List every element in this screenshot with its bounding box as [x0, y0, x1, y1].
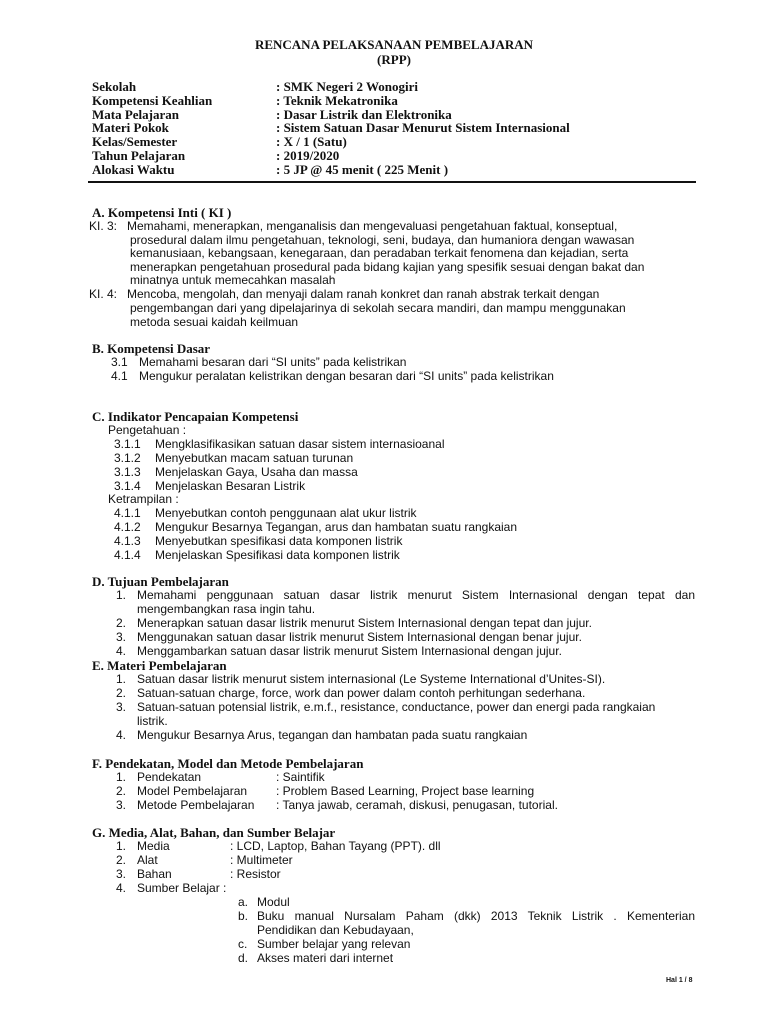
section-f-heading: F. Pendekatan, Model dan Metode Pembelajaran [92, 756, 364, 771]
kd-text: Mengukur peralatan kelistrikan dengan besaran dari “SI units” pada kelistrikan [139, 369, 554, 383]
material-number: 1. [116, 672, 127, 686]
indicator-text: Menjelaskan Besaran Listrik [155, 479, 306, 493]
ki4-text-line: Mencoba, mengolah, dan menyaji dalam ranah konkret dan ranah abstrak terkait dengan [127, 287, 600, 301]
objective-text-line: Menggambarkan satuan dasar listrik menurut Sistem Internasional dengan jujur. [137, 644, 562, 658]
ki4-text-line: pengembangan dari yang dipelajarinya di sekolah secara mandiri, dan mampu menggunakan [130, 301, 626, 315]
identity-label: Sekolah [92, 79, 137, 94]
source-text-line: Buku manual Nursalam Paham (dkk) 2013 Teknik Listrik . Kementerian [257, 909, 695, 923]
indicator-text: Menjelaskan Spesifikasi data komponen listrik [155, 548, 400, 562]
identity-label: Mata Pelajaran [92, 107, 180, 122]
source-text-line: Modul [257, 895, 290, 909]
header-divider [88, 181, 696, 183]
media-label: Media [137, 839, 170, 853]
identity-label: Kelas/Semester [92, 134, 178, 149]
identity-value: : Sistem Satuan Dasar Menurut Sistem Internasional [276, 120, 570, 135]
indicator-text: Mengukur Besarnya Tegangan, arus dan hambatan suatu rangkaian [155, 520, 518, 534]
source-letter: a. [238, 895, 249, 909]
material-text-line: Satuan-satuan potensial listrik, e.m.f., resistance, conductance, power dan energi pada rangkaian [137, 700, 656, 714]
identity-label: Materi Pokok [92, 120, 169, 135]
kd-number: 4.1 [111, 369, 128, 383]
material-number: 4. [116, 728, 127, 742]
material-text-line: listrik. [137, 714, 168, 728]
objective-text-line: Menggunakan satuan dasar listrik menurut Sistem Internasional dengan benar jujur. [137, 630, 582, 644]
media-number: 2. [116, 853, 127, 867]
identity-label: Tahun Pelajaran [92, 148, 186, 163]
indicator-number: 3.1.4 [114, 479, 141, 493]
media-label: Alat [137, 853, 158, 867]
document-title: RENCANA PELAKSANAAN PEMBELAJARAN [254, 37, 534, 52]
ki3-text-line: kemanusiaan, kebangsaan, kenegaraan, dan peradaban terkait fenomena dan kejadian, serta [130, 246, 629, 260]
objective-number: 4. [116, 644, 127, 658]
identity-label: Alokasi Waktu [92, 162, 175, 177]
approach-value: : Saintifik [276, 770, 325, 784]
media-number: 1. [116, 839, 127, 853]
indicator-number: 4.1.2 [114, 520, 141, 534]
approach-number: 1. [116, 770, 127, 784]
source-text-line: Akses materi dari internet [257, 951, 394, 965]
subheading-pengetahuan: Pengetahuan : [108, 423, 187, 437]
objective-number: 3. [116, 630, 127, 644]
identity-value: : SMK Negeri 2 Wonogiri [276, 79, 419, 94]
material-number: 2. [116, 686, 127, 700]
approach-number: 2. [116, 784, 127, 798]
indicator-text: Mengklasifikasikan satuan dasar sistem internasioanal [155, 437, 445, 451]
media-label: Sumber Belajar : [137, 881, 227, 895]
media-number: 4. [116, 881, 127, 895]
objective-text-line: mengembangkan rasa ingin tahu. [137, 602, 316, 616]
kd-number: 3.1 [111, 355, 128, 369]
section-g-heading: G. Media, Alat, Bahan, dan Sumber Belajar [92, 825, 336, 840]
objective-number: 1. [116, 588, 127, 602]
source-letter: d. [238, 951, 249, 965]
identity-value: : 5 JP @ 45 menit ( 225 Menit ) [276, 162, 449, 177]
ki4-text-line: metoda sesuai kaidah keilmuan [130, 315, 299, 329]
ki4-number: KI. 4: [89, 287, 118, 301]
approach-label: Metode Pembelajaran [137, 798, 255, 812]
ki3-text-line: prosedural dalam ilmu pengetahuan, teknologi, seni, budaya, dan humaniora dengan wawasan [130, 233, 635, 247]
indicator-number: 4.1.1 [114, 506, 141, 520]
source-letter: b. [238, 909, 249, 923]
approach-number: 3. [116, 798, 127, 812]
media-number: 3. [116, 867, 127, 881]
source-text-line: Sumber belajar yang relevan [257, 937, 411, 951]
media-label: Bahan [137, 867, 172, 881]
material-text-line: Satuan-satuan charge, force, work dan power dalam contoh perhitungan sederhana. [137, 686, 586, 700]
source-text-line: Pendidikan dan Kebudayaan, [257, 923, 414, 937]
ki3-text-line: Memahami, menerapkan, menganalisis dan mengevaluasi pengetahuan faktual, konseptual, [127, 219, 618, 233]
section-c-heading: C. Indikator Pencapaian Kompetensi [92, 409, 299, 424]
subheading-ketrampilan: Ketrampilan : [108, 492, 179, 506]
identity-label: Kompetensi Keahlian [92, 93, 213, 108]
ki3-number: KI. 3: [89, 219, 118, 233]
section-e-heading: E. Materi Pembelajaran [92, 658, 227, 673]
source-letter: c. [238, 937, 248, 951]
indicator-text: Menyebutkan macam satuan turunan [155, 451, 354, 465]
section-b-heading: B. Kompetensi Dasar [92, 341, 211, 356]
kd-text: Memahami besaran dari “SI units” pada kelistrikan [139, 355, 407, 369]
indicator-text: Menjelaskan Gaya, Usaha dan massa [155, 465, 358, 479]
ki3-text-line: menerapkan pengetahuan prosedural pada bidang kajian yang spesifik sesuai dengan bakat dan [130, 260, 645, 274]
material-text-line: Mengukur Besarnya Arus, tegangan dan hambatan pada suatu rangkaian [137, 728, 528, 742]
media-value: : Resistor [230, 867, 281, 881]
indicator-number: 3.1.2 [114, 451, 141, 465]
approach-label: Model Pembelajaran [137, 784, 248, 798]
indicator-number: 3.1.1 [114, 437, 141, 451]
document-subtitle: (RPP) [377, 52, 411, 67]
approach-label: Pendekatan [137, 770, 202, 784]
indicator-number: 4.1.4 [114, 548, 141, 562]
identity-value: : 2019/2020 [276, 148, 340, 163]
ki3-text-line: minatnya untuk memecahkan masalah [130, 273, 336, 287]
indicator-text: Menyebutkan spesifikasi data komponen listrik [155, 534, 403, 548]
identity-value: : Dasar Listrik dan Elektronika [276, 107, 452, 122]
material-text-line: Satuan dasar listrik menurut sistem internasional (Le Systeme International d’Unites-SI). [137, 672, 606, 686]
objective-text-line: Memahami penggunaan satuan dasar listrik menurut Sistem Internasional dengan tepat dan [137, 588, 695, 602]
media-value: : Multimeter [230, 853, 293, 867]
approach-value: : Problem Based Learning, Project base learning [276, 784, 535, 798]
indicator-number: 4.1.3 [114, 534, 141, 548]
indicator-text: Menyebutkan contoh penggunaan alat ukur listrik [155, 506, 417, 520]
identity-value: : X / 1 (Satu) [276, 134, 347, 149]
objective-number: 2. [116, 616, 127, 630]
indicator-number: 3.1.3 [114, 465, 141, 479]
page-number: Hal 1 / 8 [666, 977, 693, 984]
media-value: : LCD, Laptop, Bahan Tayang (PPT). dll [230, 839, 441, 853]
objective-text-line: Menerapkan satuan dasar listrik menurut Sistem Internasional dengan tepat dan jujur. [137, 616, 592, 630]
approach-value: : Tanya jawab, ceramah, diskusi, penugasan, tutorial. [276, 798, 558, 812]
section-a-heading: A. Kompetensi Inti ( KI ) [92, 205, 232, 220]
material-number: 3. [116, 700, 127, 714]
identity-value: : Teknik Mekatronika [276, 93, 398, 108]
section-d-heading: D. Tujuan Pembelajaran [92, 574, 229, 589]
